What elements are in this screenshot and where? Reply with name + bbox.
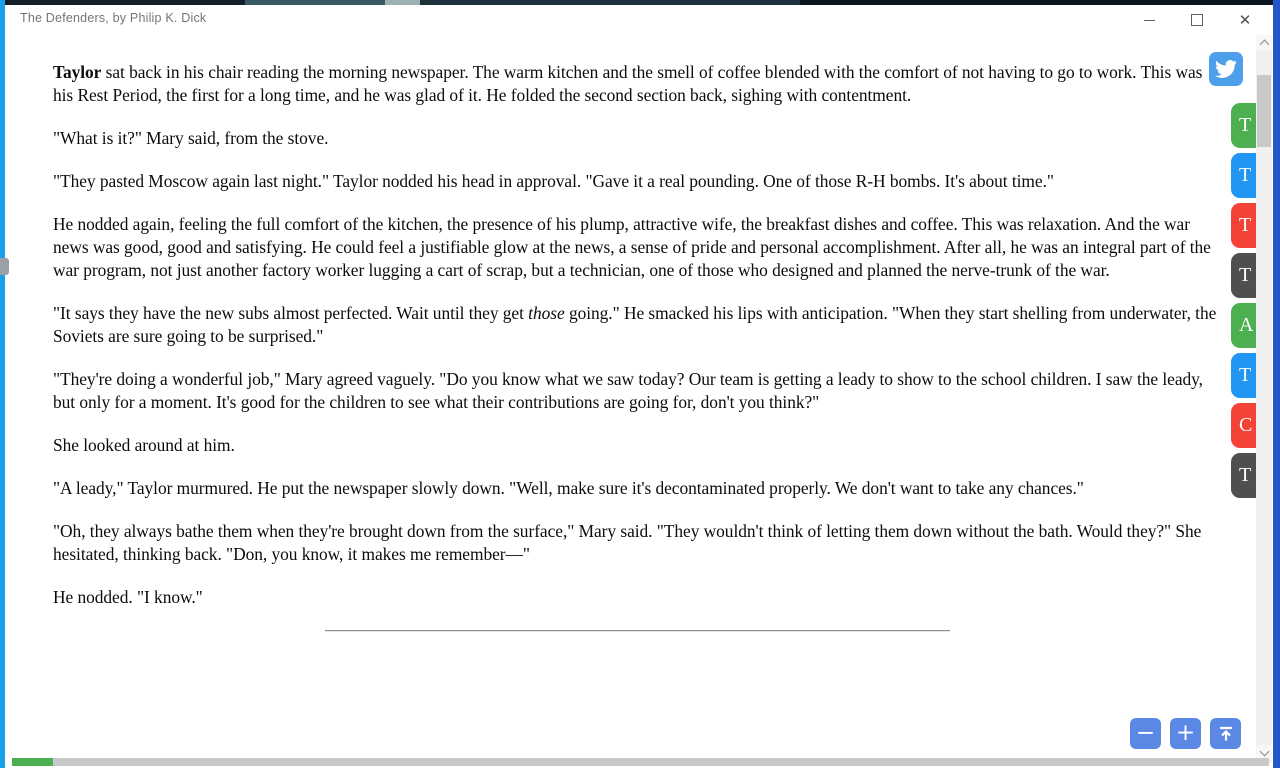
side-button-4[interactable]: T xyxy=(1231,253,1256,298)
scroll-up-button[interactable] xyxy=(1256,35,1272,50)
side-button-panel xyxy=(1231,103,1256,503)
titlebar[interactable] xyxy=(5,5,1273,35)
maximize-icon xyxy=(1191,14,1203,26)
story-text xyxy=(53,61,1221,632)
paragraph: "A leady," Taylor murmured. He put the newspaper slowly down. "Well, make sure it's decontaminated properly. We don't want to take any chances." xyxy=(53,478,1084,498)
paragraph: She looked around at him. xyxy=(53,435,235,455)
reader-window xyxy=(5,5,1273,768)
paragraph: He nodded. "I know." xyxy=(53,587,203,607)
reading-progress-fill xyxy=(12,758,53,766)
side-button-2[interactable]: T xyxy=(1231,153,1256,198)
minimize-icon xyxy=(1144,20,1155,21)
scrollbar-thumb[interactable] xyxy=(1257,75,1271,147)
minimize-button[interactable] xyxy=(1135,8,1163,32)
scroll-to-top-button[interactable] xyxy=(1210,718,1241,749)
paragraph: "They're doing a wonderful job," Mary agreed vaguely. "Do you know what we saw today? Our team is getting a leady to show to the school children. I saw the leady, but only for a moment. It's good for the children to see what their contributions are going for, don't you think?" xyxy=(53,369,1203,412)
paragraph: "Oh, they always bathe them when they're brought down from the surface," Mary said. "They wouldn't think of letting them down without the bath. Would they?" She hesitated, thinking back. "Don, you know, it makes me remember—" xyxy=(53,521,1202,564)
desktop-edge-right xyxy=(1273,0,1280,768)
paragraph: "They pasted Moscow again last night." Taylor nodded his head in approval. "Gave it a real pounding. One of those R-H bombs. It's about time." xyxy=(53,171,1054,191)
close-icon: ✕ xyxy=(1238,10,1252,29)
close-button[interactable] xyxy=(1231,8,1259,32)
paragraph-emphasis: those xyxy=(528,303,565,323)
twitter-share-button[interactable] xyxy=(1209,52,1243,86)
paragraph-text: sat back in his chair reading the morning newspaper. The warm kitchen and the smell of coffee blended with the comfort of not having to go to work. This was his Rest Period, the first for a long time, and he was glad of it. He folded the second section back, sighing with contentment. xyxy=(53,62,1203,105)
zoom-toolbar xyxy=(1130,718,1241,749)
paragraph xyxy=(53,302,1221,348)
section-divider xyxy=(325,630,950,632)
window-title: The Defenders, by Philip K. Dick xyxy=(20,11,207,25)
side-button-5[interactable]: A xyxy=(1231,303,1256,348)
side-button-8[interactable]: T xyxy=(1231,453,1256,498)
arrow-to-top-icon xyxy=(1217,725,1235,743)
side-button-3[interactable]: T xyxy=(1231,203,1256,248)
maximize-button[interactable] xyxy=(1183,8,1211,32)
paragraph: "What is it?" Mary said, from the stove. xyxy=(53,128,329,148)
reading-progress-bar xyxy=(12,758,1269,766)
reader-content xyxy=(53,35,1221,632)
left-edge-tab[interactable] xyxy=(0,258,9,275)
side-button-1[interactable]: T xyxy=(1231,103,1256,148)
paragraph-text: "It says they have the new subs almost perfected. Wait until they get xyxy=(53,303,529,323)
twitter-icon xyxy=(1215,58,1237,80)
paragraph xyxy=(53,61,1221,107)
side-button-7[interactable]: C xyxy=(1231,403,1256,448)
window-controls xyxy=(1135,5,1259,35)
zoom-in-button[interactable]: + xyxy=(1170,718,1201,749)
chevron-up-icon xyxy=(1259,39,1269,49)
zoom-out-button[interactable]: − xyxy=(1130,718,1161,749)
vertical-scrollbar[interactable] xyxy=(1256,35,1272,763)
side-button-6[interactable]: T xyxy=(1231,353,1256,398)
paragraph-lead-word: Taylor xyxy=(53,62,102,82)
chevron-down-icon xyxy=(1259,746,1269,756)
paragraph-text: going." He smacked his lips with anticipation. "When they start shelling from underwater, the Soviets are sure going to be surprised." xyxy=(53,303,1217,346)
paragraph: He nodded again, feeling the full comfort of the kitchen, the presence of his plump, attractive wife, the breakfast dishes and coffee. This was relaxation. And the war news was good, good and satisfying. He could feel a justifiable glow at the news, a sense of pride and personal accomplishment. After all, he was an integral part of the war program, not just another factory worker lugging a cart of scrap, but a technician, one of those who designed and planned the nerve-trunk of the war. xyxy=(53,214,1211,280)
